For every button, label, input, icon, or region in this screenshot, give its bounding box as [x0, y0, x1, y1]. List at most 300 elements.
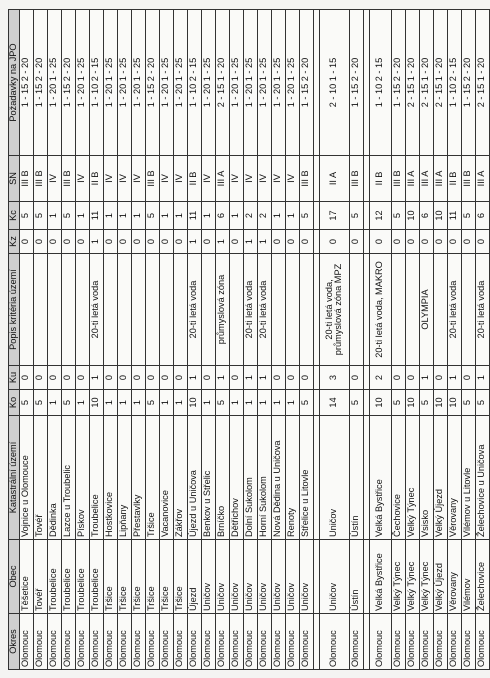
- table-cell: IV: [173, 156, 187, 202]
- table-row: [33, 10, 47, 670]
- table-cell: 10: [369, 390, 391, 416]
- table-cell: Tršice: [103, 540, 117, 614]
- table-cell: 0: [131, 366, 145, 390]
- table-cell: 1 - 20 1 - 25: [131, 10, 145, 156]
- table-cell: Olomouc: [229, 614, 243, 670]
- table-cell: 2: [369, 366, 391, 390]
- table-cell: Olomouc: [369, 614, 391, 670]
- table-cell: 0: [61, 230, 75, 254]
- table-cell: 0: [47, 230, 61, 254]
- table-cell: 0: [299, 230, 313, 254]
- table-cell: 1: [47, 202, 61, 230]
- table-cell: 1: [419, 366, 433, 390]
- table-cell: Věrovany: [447, 416, 461, 540]
- table-cell: Olomouc: [19, 614, 33, 670]
- table-cell: 0: [299, 366, 313, 390]
- column-header: Ko: [9, 390, 20, 416]
- table-cell: 5: [419, 390, 433, 416]
- table-cell: 1 - 15 2 - 20: [299, 10, 313, 156]
- table-cell: [131, 254, 145, 366]
- table-cell: 0: [75, 366, 89, 390]
- table-cell: Zákřov: [173, 416, 187, 540]
- table-cell: Pískov: [75, 416, 89, 540]
- column-header: Kc: [9, 202, 20, 230]
- table-cell: Olomouc: [145, 614, 159, 670]
- table-cell: 0: [159, 366, 173, 390]
- table-cell: Uničov: [215, 540, 229, 614]
- table-cell: 0: [173, 230, 187, 254]
- table-cell: [391, 254, 405, 366]
- table-cell: Olomouc: [419, 614, 433, 670]
- table-cell: 1: [229, 390, 243, 416]
- table-cell: 1 - 20 1 - 25: [173, 10, 187, 156]
- table-cell: Olomouc: [319, 614, 349, 670]
- column-header: Katastrální území: [9, 416, 20, 540]
- table-cell: Velký Týnec: [419, 540, 433, 614]
- table-cell: 1: [243, 230, 257, 254]
- table-row: [369, 10, 391, 670]
- table-cell: III B: [349, 156, 363, 202]
- table-cell: Olomouc: [475, 614, 489, 670]
- table-cell: Želechovice: [475, 540, 489, 614]
- table-cell: Olomouc: [61, 614, 75, 670]
- table-cell: 2 - 15 1 - 20: [475, 10, 489, 156]
- table-cell: 0: [271, 366, 285, 390]
- table-cell: Uničov: [285, 540, 299, 614]
- table-cell: 1: [103, 202, 117, 230]
- table-cell: Olomouc: [215, 614, 229, 670]
- table-cell: Olomouc: [285, 614, 299, 670]
- table-cell: 0: [349, 366, 363, 390]
- table-cell: Vilémov u Litovle: [461, 416, 475, 540]
- table-cell: 5: [391, 390, 405, 416]
- table-cell: II A: [319, 156, 349, 202]
- table-cell: 0: [433, 230, 447, 254]
- table-cell: 5: [475, 390, 489, 416]
- table-cell: 0: [475, 230, 489, 254]
- table-cell: Olomouc: [461, 614, 475, 670]
- table-cell: 1 - 15 2 - 20: [145, 10, 159, 156]
- table-cell: III B: [61, 156, 75, 202]
- table-cell: 1 - 20 1 - 25: [47, 10, 61, 156]
- table-cell: [117, 254, 131, 366]
- table-cell: 0: [103, 230, 117, 254]
- table-cell: 0: [391, 230, 405, 254]
- table-cell: Ústín: [349, 540, 363, 614]
- table-cell: 1: [173, 390, 187, 416]
- table-cell: Olomouc: [257, 614, 271, 670]
- rotated-page: [8, 10, 487, 670]
- table-row: [319, 10, 349, 670]
- table-cell: 20-ti letá voda: [89, 254, 103, 366]
- column-header: Požadavky na JPO: [9, 10, 20, 156]
- table-cell: Tovéř: [33, 540, 47, 614]
- table-cell: 11: [447, 202, 461, 230]
- table-cell: 0: [405, 230, 419, 254]
- table-row: [461, 10, 475, 670]
- table-cell: Olomouc: [349, 614, 363, 670]
- table-cell: 1: [47, 390, 61, 416]
- table-cell: 1: [159, 202, 173, 230]
- table-row: [419, 10, 433, 670]
- table-cell: IV: [103, 156, 117, 202]
- table-cell: 1: [201, 202, 215, 230]
- table-cell: Olomouc: [103, 614, 117, 670]
- table-cell: Vsisko: [419, 416, 433, 540]
- table-cell: 1: [257, 390, 271, 416]
- table-cell: 5: [461, 202, 475, 230]
- table-cell: 1: [117, 390, 131, 416]
- table-cell: Uničov: [299, 540, 313, 614]
- table-cell: 5: [61, 202, 75, 230]
- table-cell: Olomouc: [391, 614, 405, 670]
- table-cell: III A: [405, 156, 419, 202]
- table-cell: [405, 254, 419, 366]
- table-cell: II B: [89, 156, 103, 202]
- table-cell: 1: [131, 202, 145, 230]
- table-row: [215, 10, 229, 670]
- table-cell: Olomouc: [187, 614, 201, 670]
- table-cell: 0: [47, 366, 61, 390]
- table-cell: [75, 254, 89, 366]
- table-cell: 10: [433, 202, 447, 230]
- table-row: [475, 10, 489, 670]
- table-cell: 5: [145, 202, 159, 230]
- table-cell: 6: [419, 202, 433, 230]
- table-cell: III A: [475, 156, 489, 202]
- table-cell: Troubelice: [89, 540, 103, 614]
- table-cell: Těšetice: [19, 540, 33, 614]
- table-cell: Nová Dědina u Uničova: [271, 416, 285, 540]
- table-cell: III B: [391, 156, 405, 202]
- table-cell: III B: [299, 156, 313, 202]
- table-cell: IV: [257, 156, 271, 202]
- table-row: [117, 10, 131, 670]
- table-cell: Olomouc: [173, 614, 187, 670]
- table-row: [349, 10, 363, 670]
- table-cell: 14: [319, 390, 349, 416]
- table-cell: 1 - 15 2 - 20: [391, 10, 405, 156]
- table-cell: 0: [229, 366, 243, 390]
- table-cell: III B: [33, 156, 47, 202]
- table-cell: Olomouc: [75, 614, 89, 670]
- table-cell: 1: [285, 390, 299, 416]
- table-cell: 1: [159, 390, 173, 416]
- table-row: [243, 10, 257, 670]
- table-cell: Velký Újezd: [433, 540, 447, 614]
- table-row: [271, 10, 285, 670]
- table-cell: Věrovany: [447, 540, 461, 614]
- table-cell: IV: [243, 156, 257, 202]
- table-cell: 2 - 15 1 - 20: [419, 10, 433, 156]
- table-cell: [145, 254, 159, 366]
- table-cell: Tršice: [145, 416, 159, 540]
- table-cell: 1 - 20 1 - 25: [243, 10, 257, 156]
- table-cell: 1: [187, 230, 201, 254]
- table-cell: Horní Sukolom: [257, 416, 271, 540]
- table-cell: 0: [319, 230, 349, 254]
- table-cell: 3: [319, 366, 349, 390]
- table-cell: 0: [369, 230, 391, 254]
- table-cell: Hostkovice: [103, 416, 117, 540]
- table-cell: 2 - 10 1 - 15: [319, 10, 349, 156]
- table-cell: 1 - 20 1 - 25: [285, 10, 299, 156]
- table-cell: 10: [405, 390, 419, 416]
- table-cell: 0: [433, 366, 447, 390]
- table-cell: Olomouc: [33, 614, 47, 670]
- table-cell: 5: [299, 202, 313, 230]
- table-cell: [229, 254, 243, 366]
- table-cell: 2: [257, 202, 271, 230]
- table-cell: 11: [187, 202, 201, 230]
- table-cell: 0: [201, 230, 215, 254]
- table-cell: Uničov: [257, 540, 271, 614]
- table-cell: 10: [433, 390, 447, 416]
- table-cell: [173, 254, 187, 366]
- table-cell: 1: [215, 366, 229, 390]
- table-cell: 6: [215, 202, 229, 230]
- table-cell: Uničov: [201, 540, 215, 614]
- table-cell: 1: [117, 202, 131, 230]
- table-cell: Troubelice: [61, 540, 75, 614]
- table-cell: 10: [89, 390, 103, 416]
- table-cell: Uničov: [229, 540, 243, 614]
- table-cell: 1 - 20 1 - 25: [117, 10, 131, 156]
- table-cell: [159, 254, 173, 366]
- table-cell: 5: [19, 390, 33, 416]
- table-cell: 1: [75, 390, 89, 416]
- table-cell: [103, 254, 117, 366]
- table-cell: Tovéř: [33, 416, 47, 540]
- table-cell: Olomouc: [405, 614, 419, 670]
- table-cell: 0: [145, 366, 159, 390]
- table-cell: Olomouc: [447, 614, 461, 670]
- table-cell: 1: [271, 202, 285, 230]
- table-cell: 20-ti letá voda: [187, 254, 201, 366]
- table-cell: IV: [117, 156, 131, 202]
- table-cell: [61, 254, 75, 366]
- table-cell: 6: [475, 202, 489, 230]
- table-cell: Uničov: [319, 540, 349, 614]
- table-cell: 1 - 20 1 - 25: [271, 10, 285, 156]
- table-cell: IV: [159, 156, 173, 202]
- table-row: [187, 10, 201, 670]
- table-cell: 0: [117, 230, 131, 254]
- table-row: [229, 10, 243, 670]
- table-cell: 20-ti letá voda, MAKRO: [369, 254, 391, 366]
- table-cell: 1: [271, 390, 285, 416]
- table-cell: 0: [285, 230, 299, 254]
- table-cell: Brníčko: [215, 416, 229, 540]
- table-cell: IV: [201, 156, 215, 202]
- table-cell: 1 - 20 1 - 25: [103, 10, 117, 156]
- territory-table: [8, 9, 490, 670]
- table-cell: 20-ti letá voda: [447, 254, 461, 366]
- table-cell: IV: [285, 156, 299, 202]
- table-cell: 5: [19, 202, 33, 230]
- table-cell: 1 - 20 1 - 25: [257, 10, 271, 156]
- table-cell: 1 - 15 2 - 20: [33, 10, 47, 156]
- table-row: [61, 10, 75, 670]
- table-row: [405, 10, 419, 670]
- table-cell: Újezd: [187, 540, 201, 614]
- table-cell: III B: [461, 156, 475, 202]
- table-row: [131, 10, 145, 670]
- table-cell: Velká Bystřice: [369, 540, 391, 614]
- table-cell: 5: [391, 202, 405, 230]
- table-cell: 5: [215, 390, 229, 416]
- table-cell: Přestavlky: [131, 416, 145, 540]
- table-cell: 1: [131, 390, 145, 416]
- column-header: Obec: [9, 540, 20, 614]
- column-header: Kz: [9, 230, 20, 254]
- table-cell: 1: [229, 202, 243, 230]
- table-cell: Olomouc: [243, 614, 257, 670]
- table-cell: Troubelice: [89, 416, 103, 540]
- table-cell: Olomouc: [159, 614, 173, 670]
- table-cell: 0: [33, 366, 47, 390]
- table-cell: Želechovice u Uničova: [475, 416, 489, 540]
- table-cell: Renoty: [285, 416, 299, 540]
- table-cell: 1: [243, 366, 257, 390]
- table-cell: Olomouc: [271, 614, 285, 670]
- table-cell: 1 - 15 2 - 20: [19, 10, 33, 156]
- table-cell: Lipňany: [117, 416, 131, 540]
- table-cell: Velký Týnec: [405, 540, 419, 614]
- table-cell: 0: [117, 366, 131, 390]
- table-cell: Benkov u Střelic: [201, 416, 215, 540]
- table-cell: II B: [369, 156, 391, 202]
- table-cell: 0: [271, 230, 285, 254]
- table-cell: 1: [201, 390, 215, 416]
- table-cell: Velký Újezd: [433, 416, 447, 540]
- table-cell: IV: [131, 156, 145, 202]
- table-cell: 1 - 20 1 - 25: [201, 10, 215, 156]
- table-row: [173, 10, 187, 670]
- table-cell: 0: [461, 230, 475, 254]
- table-cell: 1 - 20 1 - 25: [75, 10, 89, 156]
- table-cell: Olomouc: [299, 614, 313, 670]
- table-cell: 0: [131, 230, 145, 254]
- table-row: [447, 10, 461, 670]
- table-cell: Vacanovice: [159, 416, 173, 540]
- table-cell: 2: [243, 202, 257, 230]
- table-cell: 20-ti letá voda, průmyslová zóna MPZ: [319, 254, 349, 366]
- table-cell: 1: [257, 230, 271, 254]
- table-cell: 1 - 20 1 - 25: [159, 10, 173, 156]
- table-cell: Troubelice: [75, 540, 89, 614]
- table-cell: Tršice: [145, 540, 159, 614]
- table-row: [47, 10, 61, 670]
- table-cell: 20-ti letá voda: [475, 254, 489, 366]
- table-cell: 5: [461, 390, 475, 416]
- table-cell: 1: [103, 390, 117, 416]
- table-cell: 1: [89, 230, 103, 254]
- table-cell: Čechovice: [391, 416, 405, 540]
- table-cell: 2 - 15 1 - 20: [433, 10, 447, 156]
- table-cell: 1: [215, 230, 229, 254]
- table-cell: 5: [349, 202, 363, 230]
- table-cell: Olomouc: [47, 614, 61, 670]
- table-cell: 0: [103, 366, 117, 390]
- table-cell: Uničov: [271, 540, 285, 614]
- table-cell: 1 - 10 2 - 15: [447, 10, 461, 156]
- table-cell: 0: [19, 366, 33, 390]
- table-cell: 10: [447, 390, 461, 416]
- table-row: [159, 10, 173, 670]
- table-row: [75, 10, 89, 670]
- table-cell: Újezd u Uničova: [187, 416, 201, 540]
- table-cell: 0: [391, 366, 405, 390]
- table-cell: 5: [299, 390, 313, 416]
- table-cell: [349, 254, 363, 366]
- table-cell: II B: [187, 156, 201, 202]
- table-cell: 20-ti letá voda: [257, 254, 271, 366]
- table-cell: [201, 254, 215, 366]
- table-cell: 0: [229, 230, 243, 254]
- table-cell: 1: [89, 366, 103, 390]
- table-cell: Velký Týnec: [391, 540, 405, 614]
- table-body: [19, 10, 489, 670]
- table-cell: 1 - 20 1 - 25: [229, 10, 243, 156]
- table-cell: III A: [215, 156, 229, 202]
- table-cell: 1: [75, 202, 89, 230]
- table-cell: 0: [461, 366, 475, 390]
- table-row: [89, 10, 103, 670]
- table-cell: III A: [419, 156, 433, 202]
- table-cell: 1 - 15 2 - 20: [461, 10, 475, 156]
- table-cell: III B: [19, 156, 33, 202]
- table-cell: III B: [145, 156, 159, 202]
- table-cell: 0: [173, 366, 187, 390]
- table-cell: [461, 254, 475, 366]
- table-cell: průmyslová zóna: [215, 254, 229, 366]
- table-cell: 1: [447, 366, 461, 390]
- table-cell: 1: [187, 366, 201, 390]
- table-cell: 1: [475, 366, 489, 390]
- table-cell: 12: [369, 202, 391, 230]
- table-cell: 5: [349, 390, 363, 416]
- table-cell: IV: [75, 156, 89, 202]
- table-row: [299, 10, 313, 670]
- table-cell: Vojnice u Olomouce: [19, 416, 33, 540]
- table-cell: 5: [33, 390, 47, 416]
- table-cell: 0: [75, 230, 89, 254]
- table-cell: 0: [285, 366, 299, 390]
- table-cell: 5: [145, 390, 159, 416]
- table-cell: Olomouc: [433, 614, 447, 670]
- table-cell: 17: [319, 202, 349, 230]
- table-row: [257, 10, 271, 670]
- table-cell: 0: [61, 366, 75, 390]
- table-cell: Velký Týnec: [405, 416, 419, 540]
- table-row: [145, 10, 159, 670]
- table-cell: Vilémov: [461, 540, 475, 614]
- table-cell: Dědinka: [47, 416, 61, 540]
- table-cell: Olomouc: [131, 614, 145, 670]
- table-cell: 1: [257, 366, 271, 390]
- column-header: Popis kritéria území: [9, 254, 20, 366]
- column-header: SN: [9, 156, 20, 202]
- table-cell: Dolní Sukolom: [243, 416, 257, 540]
- table-cell: Tršice: [159, 540, 173, 614]
- table-cell: 0: [33, 230, 47, 254]
- table-cell: Olomouc: [89, 614, 103, 670]
- table-cell: [433, 254, 447, 366]
- table-cell: 0: [447, 230, 461, 254]
- table-cell: 1 - 10 2 - 15: [89, 10, 103, 156]
- table-cell: 0: [201, 366, 215, 390]
